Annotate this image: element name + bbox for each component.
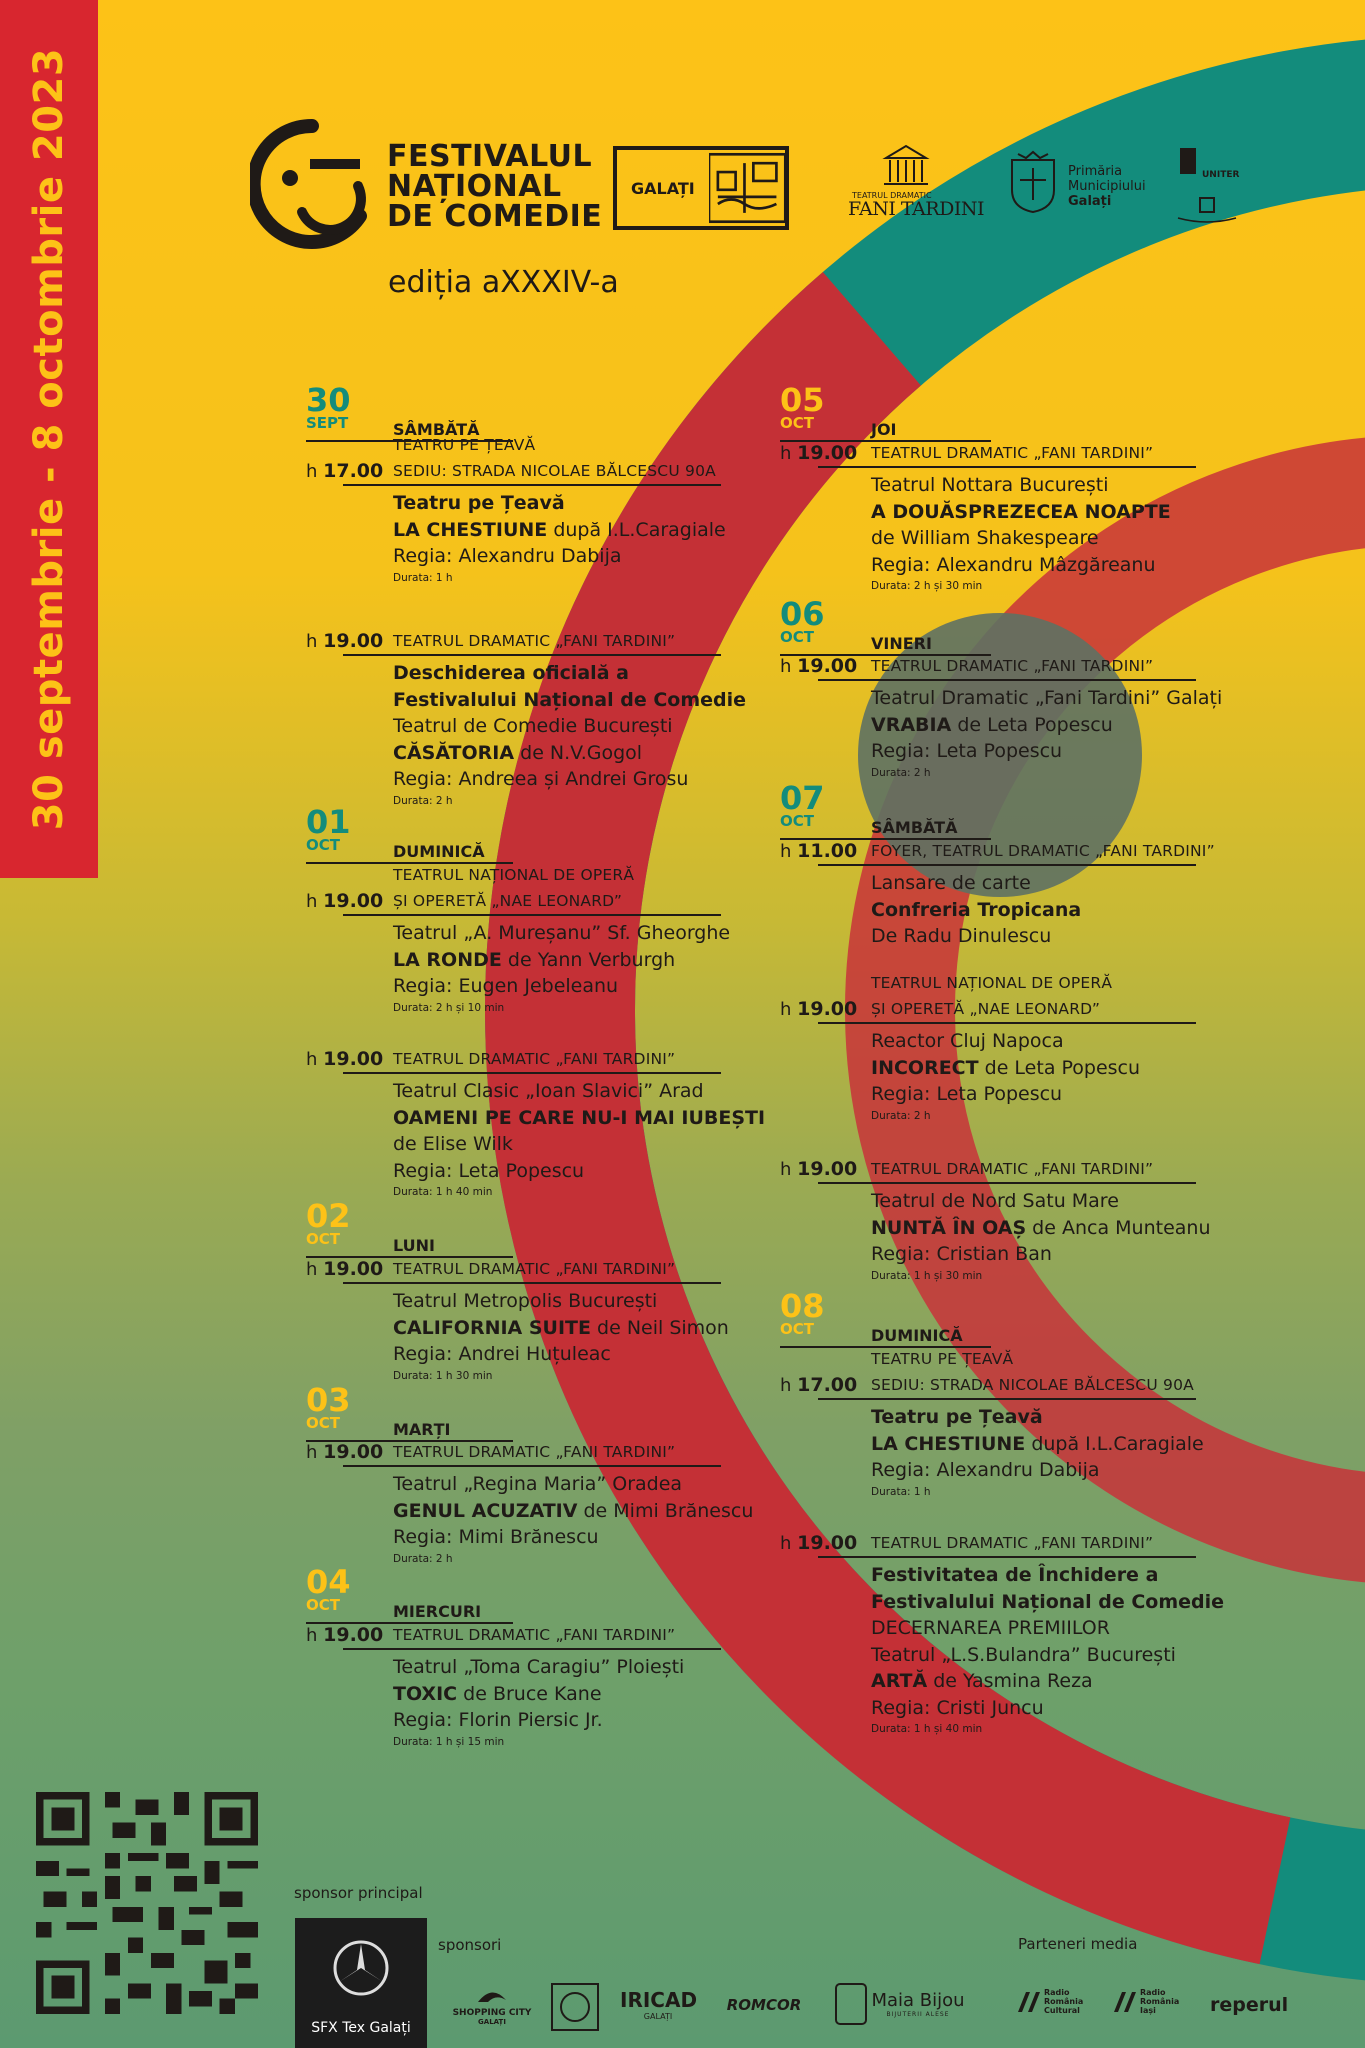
date-number: 02	[306, 1197, 351, 1235]
event-line	[393, 1471, 783, 1498]
day-name: DUMINICĂ	[871, 1326, 963, 1345]
rri-line-1: Radio	[1140, 1988, 1166, 1997]
event-description	[393, 1288, 783, 1384]
date-block	[306, 803, 351, 854]
theatre-building-icon	[882, 144, 930, 186]
event-text: Regia: Eugen Jebeleanu	[393, 975, 619, 997]
event-line	[871, 1615, 1261, 1642]
date-number: 08	[780, 1287, 825, 1325]
event-hour	[780, 840, 857, 862]
hour-prefix: h	[780, 443, 798, 464]
event-text: de Leta Popescu	[951, 713, 1113, 736]
event-description	[393, 660, 783, 809]
event-text: Regia: Florin Piersic Jr.	[393, 1709, 603, 1731]
swan-icon	[474, 1980, 510, 2006]
date-block	[780, 1287, 825, 1338]
event-venue: TEATRUL NAȚIONAL DE OPERĂ	[393, 866, 635, 884]
event-line	[871, 1642, 1261, 1669]
radio-romania-iasi-logo	[1140, 1988, 1190, 2015]
event-text: după I.L.Caragiale	[1025, 1432, 1204, 1455]
uniter-icon	[1178, 146, 1198, 176]
event-line	[871, 1028, 1261, 1055]
event-underline	[343, 484, 721, 486]
event-line	[393, 1078, 783, 1105]
date-number: 05	[780, 381, 825, 419]
sponsors-label: sponsori	[438, 1936, 502, 1954]
maia-bijou-emblem-icon	[834, 1982, 868, 2026]
event-text: de Mimi Brănescu	[577, 1499, 754, 1522]
event-title: OAMENI PE CARE NU-I MAI IUBEȘTI	[393, 1106, 766, 1129]
event-title: INCORECT	[871, 1056, 979, 1079]
event-duration: Durata: 2 h	[393, 794, 453, 807]
event-text: de Leta Popescu	[978, 1056, 1141, 1079]
event-line	[871, 685, 1261, 712]
event-line	[393, 1654, 783, 1681]
event-underline	[818, 466, 1196, 468]
event-line	[393, 687, 783, 714]
event-hour	[780, 1532, 857, 1554]
event-title: Teatru pe Țeavă	[871, 1406, 1043, 1428]
event-line	[871, 1668, 1261, 1695]
event-hour	[306, 1624, 383, 1646]
event-title: Festivalului Național de Comedie	[871, 1590, 1225, 1613]
event-venue: TEATRUL NAȚIONAL DE OPERĂ	[871, 974, 1113, 992]
hour-prefix: h	[306, 461, 324, 482]
event-line	[393, 1498, 783, 1525]
event-text: Regia: Alexandru Dabija	[871, 1459, 1100, 1481]
event-underline	[343, 654, 721, 656]
date-number: 03	[306, 1381, 351, 1419]
event-text: de N.V.Gogol	[514, 741, 643, 764]
day-name: LUNI	[393, 1236, 435, 1255]
event-duration: Durata: 1 h	[393, 571, 453, 584]
event-venue: TEATRU PE ȚEAVĂ	[393, 436, 536, 454]
hour-value: 11.00	[797, 840, 858, 862]
event-underline	[343, 1282, 721, 1284]
event-text: Regia: Alexandru Mâzgăreanu	[871, 553, 1156, 576]
event-line	[393, 947, 783, 974]
date-block	[306, 381, 351, 432]
event-underline	[818, 1022, 1196, 1024]
event-venue: TEATRUL DRAMATIC „FANI TARDINI”	[393, 1443, 676, 1461]
event-line	[871, 1457, 1261, 1484]
event-venue: TEATRUL DRAMATIC „FANI TARDINI”	[871, 1160, 1154, 1178]
event-title: VRABIA	[871, 713, 952, 736]
date-number: 07	[780, 779, 825, 817]
primaria-line-3: Galați	[1068, 194, 1112, 209]
hour-prefix: h	[780, 656, 798, 677]
city-label: GALAȚI	[631, 178, 695, 198]
event-duration: Durata: 1 h și 30 min	[871, 1269, 983, 1282]
date-number: 30	[306, 381, 351, 419]
event-line	[871, 1431, 1261, 1458]
event-description	[871, 870, 1261, 950]
event-venue: TEATRUL DRAMATIC „FANI TARDINI”	[393, 1260, 676, 1278]
event-text: De Radu Dinulescu	[871, 925, 1052, 947]
event-duration: Durata: 2 h și 10 min	[393, 1001, 505, 1014]
event-title: GENUL ACUZATIV	[393, 1499, 578, 1522]
hour-value: 19.00	[323, 630, 384, 652]
event-hour	[780, 442, 857, 464]
date-month: OCT	[306, 1414, 340, 1432]
event-text: Reactor Cluj Napoca	[871, 1030, 1064, 1052]
date-number: 04	[306, 1563, 351, 1601]
day-name: MIERCURI	[393, 1602, 482, 1621]
reperul-logo: reperul	[1210, 1994, 1289, 2016]
date-month: SEPT	[306, 414, 349, 432]
maia-bijou-sub: BIJUTERII ALESE	[886, 2011, 950, 2018]
event-title: LA CHESTIUNE	[393, 518, 548, 541]
event-text: de Neil Simon	[591, 1316, 729, 1339]
event-text: Regia: Leta Popescu	[871, 740, 1063, 762]
event-hour	[780, 1158, 857, 1180]
event-title: Teatru pe Țeavă	[393, 492, 565, 514]
event-underline	[343, 914, 721, 916]
event-hour	[306, 1441, 383, 1463]
event-description	[871, 472, 1261, 594]
event-hour	[780, 1374, 857, 1396]
event-duration: Durata: 1 h și 40 min	[871, 1723, 983, 1735]
event-line	[871, 1589, 1261, 1616]
date-block	[306, 1381, 351, 1432]
event-text: Regia: Alexandru Dabija	[393, 545, 622, 567]
event-venue: TEATRUL DRAMATIC „FANI TARDINI”	[393, 1050, 676, 1068]
event-title: Confreria Tropicana	[871, 898, 1082, 921]
day-name: SÂMBĂTĂ	[393, 420, 480, 439]
event-title: CĂSĂTORIA	[393, 741, 515, 764]
hour-value: 19.00	[797, 1532, 858, 1554]
radio-iasi-icon	[1112, 1990, 1136, 2014]
event-title: Festivalului Național de Comedie	[393, 688, 747, 711]
event-text: Regia: Andreea și Andrei Grosu	[393, 768, 689, 790]
event-venue: TEATRUL DRAMATIC „FANI TARDINI”	[871, 444, 1154, 462]
shopping-city-sub: GALAȚI	[478, 2018, 506, 2026]
event-underline	[818, 1182, 1196, 1184]
event-line	[393, 1341, 783, 1368]
event-underline	[818, 864, 1196, 866]
date-month: OCT	[306, 836, 340, 854]
main-sponsor-logo	[295, 1918, 427, 2048]
hour-value: 19.00	[797, 655, 858, 677]
event-line	[871, 1081, 1261, 1108]
event-line	[871, 1404, 1261, 1431]
event-line	[871, 1215, 1261, 1242]
event-text: Lansare de carte	[871, 872, 1031, 894]
date-month: OCT	[306, 1596, 340, 1614]
radio-cultural-icon	[1016, 1990, 1040, 2014]
main-sponsor-name: SFX Tex Galați	[311, 2020, 411, 2036]
event-hour	[306, 1048, 383, 1070]
event-line	[393, 740, 783, 767]
event-description	[871, 1562, 1261, 1737]
rrc-line-1: Radio	[1044, 1988, 1070, 1997]
event-hour	[306, 460, 383, 482]
event-venue: SEDIU: STRADA NICOLAE BĂLCESCU 90A	[393, 462, 716, 480]
festival-dates: 30 septembrie - 8 octombrie 2023	[26, 47, 72, 831]
event-text: Regia: Mimi Brănescu	[393, 1526, 599, 1548]
event-line	[393, 1681, 783, 1708]
event-title: TOXIC	[393, 1682, 458, 1705]
day-name: JOI	[871, 420, 897, 439]
hour-value: 19.00	[797, 442, 858, 464]
event-text: de Yasmina Reza	[927, 1670, 1093, 1692]
event-text: Teatrul Clasic „Ioan Slavici” Arad	[393, 1080, 704, 1102]
event-text: Teatrul Nottara București	[871, 474, 1109, 496]
event-title: ARTĂ	[871, 1670, 928, 1692]
event-underline	[818, 1398, 1196, 1400]
date-sidebar	[0, 0, 98, 878]
festival-title	[387, 139, 603, 234]
date-month: OCT	[780, 1320, 814, 1338]
sponsor-badge-icon	[550, 1982, 600, 2032]
uniter-label: UNITER	[1202, 170, 1240, 180]
shopping-city-logo	[452, 2008, 532, 2026]
galati-box	[613, 146, 789, 230]
date-number: 01	[306, 803, 351, 841]
event-text: Regia: Leta Popescu	[871, 1083, 1063, 1105]
event-venue: TEATRU PE ȚEAVĂ	[871, 1350, 1014, 1368]
event-text: de William Shakespeare	[871, 527, 1099, 549]
radio-romania-cultural-logo	[1044, 1988, 1094, 2015]
hour-prefix: h	[306, 891, 324, 912]
event-line	[393, 543, 783, 570]
event-hour	[306, 630, 383, 652]
event-description	[393, 1654, 783, 1750]
event-text: Teatrul „Toma Caragiu” Ploiești	[393, 1656, 685, 1678]
hour-prefix: h	[780, 1159, 798, 1180]
event-duration: Durata: 1 h 30 min	[393, 1369, 493, 1382]
media-partners-label: Parteneri media	[1018, 1935, 1138, 1953]
edition-label: ediția aXXXIV-a	[388, 265, 619, 300]
rrc-line-2: România	[1044, 1997, 1084, 2006]
event-line	[871, 499, 1261, 526]
event-line	[393, 1707, 783, 1734]
iricad-name: IRICAD	[620, 1988, 698, 2012]
event-underline	[343, 1465, 721, 1467]
event-description	[393, 1078, 783, 1200]
event-text: de Anca Munteanu	[1026, 1216, 1211, 1239]
event-description	[393, 1471, 783, 1567]
title-line-1: FESTIVALUL	[387, 139, 593, 174]
hour-value: 19.00	[323, 1441, 384, 1463]
event-line	[393, 713, 783, 740]
date-block	[306, 1197, 351, 1248]
comedy-logo-icon	[250, 116, 370, 254]
rri-line-2: România	[1140, 1997, 1180, 2006]
event-text: de Yann Verburgh	[501, 948, 676, 971]
event-venue: SEDIU: STRADA NICOLAE BĂLCESCU 90A	[871, 1376, 1194, 1394]
hour-prefix: h	[306, 1442, 324, 1463]
hour-prefix: h	[306, 1625, 324, 1646]
mercedes-star-icon	[331, 1938, 391, 1998]
event-line	[393, 973, 783, 1000]
event-hour	[306, 890, 383, 912]
fani-small-label: TEATRUL DRAMATIC	[852, 191, 932, 200]
event-description	[393, 920, 783, 1016]
fani-tardini-logo: FANI TARDINI	[848, 198, 984, 220]
event-description	[871, 1404, 1261, 1500]
date-block	[780, 595, 825, 646]
event-line	[393, 1315, 783, 1342]
event-line	[393, 517, 783, 544]
shopping-city-name: SHOPPING CITY	[452, 2008, 532, 2018]
event-line	[871, 870, 1261, 897]
hour-value: 19.00	[323, 1048, 384, 1070]
title-line-3: DE COMEDIE	[387, 199, 603, 234]
day-name: VINERI	[871, 634, 932, 653]
event-underline	[818, 1556, 1196, 1558]
event-line	[871, 1562, 1261, 1589]
primaria-line-1: Primăria	[1068, 164, 1123, 179]
event-text: de Elise Wilk	[393, 1133, 513, 1155]
hour-value: 19.00	[797, 1158, 858, 1180]
day-name: MARȚI	[393, 1420, 451, 1439]
event-text: Regia: Cristian Ban	[871, 1243, 1052, 1265]
iricad-sub: GALAȚI	[643, 2012, 673, 2021]
event-line	[871, 1241, 1261, 1268]
event-text: de Bruce Kane	[457, 1682, 602, 1705]
event-text: Teatrul de Nord Satu Mare	[871, 1190, 1119, 1212]
iricad-logo	[620, 1988, 696, 2021]
maia-bijou-logo	[868, 1990, 968, 2018]
event-line	[393, 660, 783, 687]
event-line	[393, 1524, 783, 1551]
event-line	[871, 897, 1261, 924]
hour-prefix: h	[306, 1049, 324, 1070]
event-text: DECERNAREA PREMIILOR	[871, 1617, 1110, 1639]
event-title: LA CHESTIUNE	[871, 1432, 1026, 1455]
city-coat-of-arms-icon	[1008, 150, 1058, 214]
event-text: Teatrul Metropolis București	[393, 1290, 658, 1312]
primaria-label	[1068, 164, 1146, 209]
rri-line-3: Iași	[1140, 2006, 1156, 2015]
title-line-2: NAȚIONAL	[387, 169, 562, 204]
event-hour	[306, 1258, 383, 1280]
event-line	[393, 490, 783, 517]
hour-prefix: h	[780, 841, 798, 862]
event-line	[871, 1055, 1261, 1082]
primaria-line-2: Municipiului	[1068, 179, 1146, 194]
event-title: NUNTĂ ÎN OAȘ	[871, 1216, 1027, 1239]
event-underline	[343, 1648, 721, 1650]
event-venue: ȘI OPERETĂ „NAE LEONARD”	[871, 1000, 1101, 1018]
city-crest-icon	[709, 150, 785, 226]
event-duration: Durata: 2 h	[871, 766, 931, 779]
date-month: OCT	[780, 812, 814, 830]
event-underline	[818, 679, 1196, 681]
date-month: OCT	[306, 1230, 340, 1248]
hour-value: 19.00	[323, 1624, 384, 1646]
hour-prefix: h	[780, 999, 798, 1020]
hour-value: 17.00	[797, 1374, 858, 1396]
event-line	[871, 472, 1261, 499]
sponsor-principal-label: sponsor principal	[294, 1884, 423, 1902]
date-month: OCT	[780, 628, 814, 646]
hour-prefix: h	[306, 1259, 324, 1280]
hour-value: 19.00	[797, 998, 858, 1020]
event-line	[393, 920, 783, 947]
event-line	[393, 1158, 783, 1185]
event-line	[871, 525, 1261, 552]
event-line	[393, 766, 783, 793]
event-text: Regia: Andrei Huțuleac	[393, 1343, 611, 1365]
event-line	[871, 1695, 1261, 1722]
event-hour	[780, 998, 857, 1020]
hour-value: 19.00	[323, 890, 384, 912]
hour-prefix: h	[780, 1533, 798, 1554]
event-text: Teatrul Dramatic „Fani Tardini” Galați	[871, 687, 1223, 709]
event-venue: TEATRUL DRAMATIC „FANI TARDINI”	[393, 632, 676, 650]
event-line	[871, 738, 1261, 765]
event-text: Teatrul „L.S.Bulandra” București	[871, 1643, 1176, 1666]
event-hour	[780, 655, 857, 677]
event-text: Teatrul de Comedie București	[393, 715, 673, 737]
event-duration: Durata: 1 h	[871, 1485, 931, 1498]
event-title: A DOUĂSPREZECEA NOAPTE	[871, 500, 1171, 523]
event-underline	[343, 1072, 721, 1074]
event-venue: TEATRUL DRAMATIC „FANI TARDINI”	[393, 1626, 676, 1644]
date-number: 06	[780, 595, 825, 633]
event-line	[393, 1105, 783, 1132]
event-title: CALIFORNIA SUITE	[393, 1316, 591, 1339]
event-duration: Durata: 2 h	[393, 1552, 453, 1565]
event-venue: ȘI OPERETĂ „NAE LEONARD”	[393, 892, 623, 910]
day-name: DUMINICĂ	[393, 842, 485, 861]
event-line	[871, 1188, 1261, 1215]
event-text: Regia: Leta Popescu	[393, 1159, 585, 1182]
event-duration: Durata: 2 h și 30 min	[871, 580, 983, 592]
event-line	[871, 712, 1261, 739]
hour-value: 17.00	[323, 460, 384, 482]
event-line	[393, 1131, 783, 1158]
event-line	[871, 552, 1261, 579]
event-text: după I.L.Caragiale	[547, 518, 726, 541]
day-name: SÂMBĂTĂ	[871, 818, 958, 837]
maia-bijou-name: Maia Bijou	[871, 1990, 965, 2011]
hour-prefix: h	[306, 631, 324, 652]
romcor-logo: ROMCOR	[726, 1996, 802, 2014]
event-duration: Durata: 1 h și 15 min	[393, 1735, 505, 1748]
event-description	[393, 490, 783, 586]
event-venue: TEATRUL DRAMATIC „FANI TARDINI”	[871, 1534, 1154, 1552]
event-title: Deschiderea oficială a	[393, 662, 629, 684]
event-text: Regia: Cristi Juncu	[871, 1696, 1044, 1719]
date-block	[306, 1563, 351, 1614]
date-month: OCT	[780, 414, 814, 432]
event-text: Teatrul „A. Mureșanu” Sf. Gheorghe	[393, 922, 731, 944]
qr-code-icon[interactable]	[36, 1792, 258, 2014]
event-venue: FOYER, TEATRUL DRAMATIC „FANI TARDINI”	[871, 842, 1215, 860]
event-duration: Durata: 1 h 40 min	[393, 1186, 493, 1198]
event-line	[393, 1288, 783, 1315]
rrc-line-3: Cultural	[1044, 2006, 1080, 2015]
hour-value: 19.00	[323, 1258, 384, 1280]
event-venue: TEATRUL DRAMATIC „FANI TARDINI”	[871, 657, 1154, 675]
event-duration: Durata: 2 h	[871, 1109, 931, 1122]
event-description	[871, 685, 1261, 781]
event-text: Teatrul „Regina Maria” Oradea	[393, 1473, 683, 1495]
event-title: Festivitatea de Închidere a	[871, 1564, 1159, 1586]
national-theatre-icon	[1176, 196, 1238, 224]
event-description	[871, 1188, 1261, 1284]
event-description	[871, 1028, 1261, 1124]
date-block	[780, 779, 825, 830]
date-block	[780, 381, 825, 432]
event-line	[871, 923, 1261, 950]
event-title: LA RONDE	[393, 948, 502, 971]
hour-prefix: h	[780, 1375, 798, 1396]
